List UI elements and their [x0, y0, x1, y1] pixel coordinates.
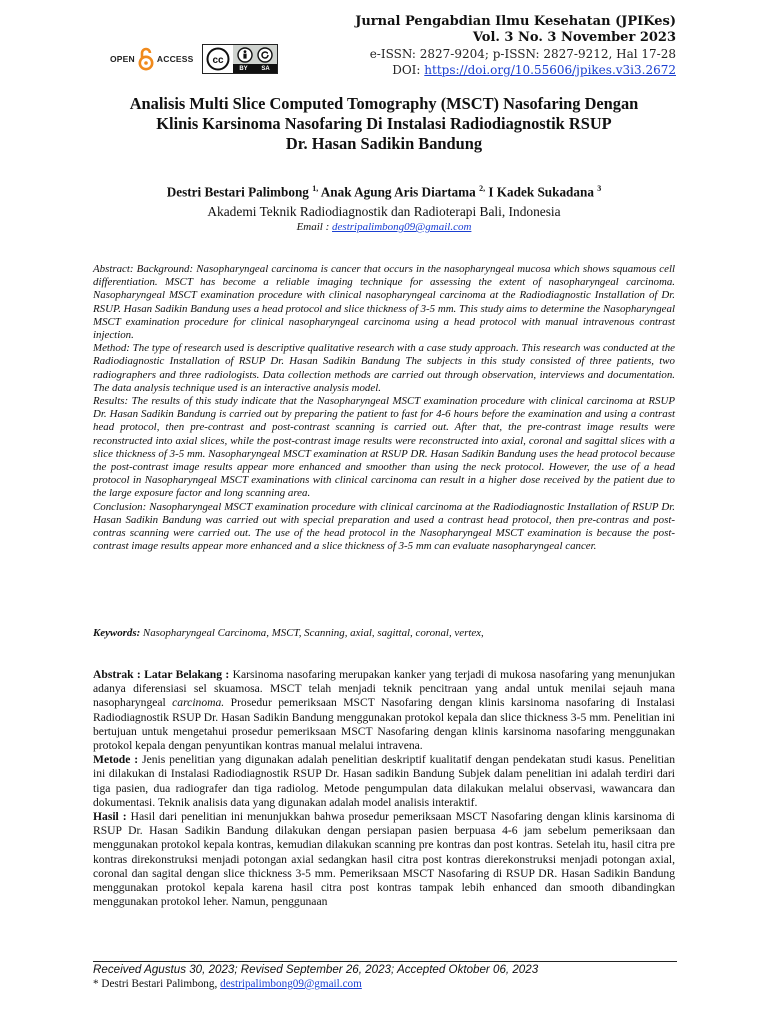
abstrak-italic: carcinoma.	[172, 696, 225, 710]
cc-by-sa-badge	[202, 44, 278, 74]
abstrak-paragraph	[93, 810, 675, 909]
author-name: Anak Agung Aris Diartama	[320, 184, 476, 200]
cc-by-label: BY	[239, 65, 248, 72]
page-header	[92, 14, 676, 84]
journal-volume: Vol. 3 No. 3 November 2023	[472, 30, 676, 45]
abstract-text: Background: Nasopharyngeal carcinoma is cancer that occurs in the nasopharyngeal mucosa which shows squamous cell differentiation. MSCT has become a reliable imaging technique for assessing the extent of nasopharyngeal carcinoma. Nasopharyngeal MSCT examination procedure with clinical nasopharyngeal carcinoma at the Radiodiagnostic Installation of Dr. RSUP. Hasan Sadikin Bandung uses a head protocol and slice thickness of 3-5 mm. This study aims to determine the Nasopharyngeal MSCT examination procedure for clinical nasopharyngeal carcinoma using a head protocol with manual intravenous contrast injection.	[93, 263, 675, 342]
open-access-logo	[110, 47, 194, 71]
abstract-paragraph	[93, 263, 675, 342]
open-access-right-text: ACCESS	[156, 54, 194, 64]
journal-info	[355, 14, 676, 78]
journal-name: Jurnal Pengabdian Ilmu Kesehatan (JPIKes)	[355, 14, 676, 29]
corresponding-author	[93, 978, 677, 990]
received-dates: Received Agustus 30, 2023; Revised September 26, 2023; Accepted Oktober 06, 2023	[93, 963, 539, 976]
by-person-icon	[237, 47, 253, 63]
abstrak-paragraph	[93, 668, 675, 753]
abstrak-label: Abstrak : Latar Belakang :	[93, 668, 230, 681]
author-name: Destri Bestari Palimbong	[166, 184, 309, 200]
journal-doi	[355, 62, 676, 78]
keywords	[93, 627, 675, 640]
email-link[interactable]: destripalimbong09@gmail.com	[332, 221, 472, 233]
author-sup: 1,	[312, 184, 319, 193]
hasil-label: Hasil :	[93, 810, 127, 824]
title-line: Dr. Hasan Sadikin Bandung	[285, 134, 483, 153]
footer-divider	[93, 961, 677, 962]
keywords-text: Nasopharyngeal Carcinoma, MSCT, Scanning, axial, sagittal, coronal, vertex,	[140, 627, 484, 639]
abstract-paragraph: Method: The type of research used is descriptive qualitative research with a case study approach. This research was conducted at the Radiodiagnostic Installation of RSUP Dr. Hasan Sadikin Bandung The subjects in this study consisted of three patients, two radiographers and three radiologists. Data collection methods are carried out through observation, interviews and documentation. The data analysis technique used is an interactive analysis model.	[93, 342, 675, 394]
abstract-paragraph: Conclusion: Nasopharyngeal MSCT examination procedure with clinical carcinoma at the Radiodiagnostic Installation of RSUP Dr. Hasan Sadikin Bandung was carried out with special preparation and used a contrast head protocol, then pre-contras and post-contras scanning were carried out. The use of the head protocol in the Nasopharyngeal MSCT examination is because the post-contrast image results appear more enhanced and a slice thickness of 3-5 mm can evaluate nasopharyngeal cancer.	[93, 500, 675, 553]
abstrak-text: Jenis penelitian yang digunakan adalah penelitian deskriptif kualitatif dengan pendekatan studi kasus. Penelitian ini dilakukan di Instalasi Radiodiagnostik RSUP Dr. Hasan sadikin Bandung Subjek dalam penelitian ini adalah terdiri dari tiga pasien, dua radiografer dan tiga radiolog. Metode pengumpulan data dilakukan melalui observasi, wawancara dan dokumentasi. Teknik analisis data yang digunakan adalah model analisis interaktif.	[93, 753, 675, 809]
abstrak-paragraph	[93, 753, 675, 810]
author-name: I Kadek Sukadana	[488, 184, 594, 200]
title-line: Klinis Karsinoma Nasofaring Di Instalasi Radiodiagnostik RSUP	[156, 114, 612, 133]
author-list	[80, 184, 688, 200]
title-line: Analisis Multi Slice Computed Tomography (MSCT) Nasofaring Dengan	[129, 94, 639, 113]
open-access-left-text: OPEN	[110, 54, 135, 64]
journal-issn: e-ISSN: 2827-9204; p-ISSN: 2827-9212, Hal 17-28	[369, 47, 676, 61]
abstract-english	[93, 263, 675, 553]
doi-label: DOI:	[392, 63, 425, 77]
abstract-paragraph: Results: The results of this study indicate that the Nasopharyngeal MSCT examination procedure with clinical carcinoma at RSUP Dr. Hasan Sadikin Bandung is carried out by preparing the patient to fast for 4-6 hours before the examination and using a contrast head protocol, then pre-contrast and post-contrast scanning is carried out. After that, the pre-contrast image results were reconstructed into axial slices, while the post-contrast image results were reconstructed into axial, coronal and sagittal slices with a slice thickness of 3-5 mm. Nasopharyngeal MSCT examination at RSUP DR. Hasan Sadikin Bandung uses the head protocol because the post-contrast image results appear more enhanced and smoother than using the neck protocol. However, the use of a head protocol in Nasopharyngeal MSCT examinations with clinical carcinoma can result in a higher dose received by the patient due to the large exposure factor and long scanning area.	[93, 395, 675, 500]
abstract-label: Abstract:	[93, 263, 134, 275]
cc-sa-label: SA	[261, 65, 270, 72]
keywords-label: Keywords:	[93, 627, 141, 639]
email-label: Email :	[296, 221, 333, 233]
author-sup: 3	[597, 184, 602, 193]
metode-label: Metode :	[93, 753, 139, 767]
share-alike-icon	[257, 47, 273, 63]
abstract-indonesian	[93, 668, 675, 909]
corr-email-link[interactable]: destripalimbong09@gmail.com	[220, 978, 362, 990]
author-email	[80, 221, 688, 233]
svg-text:cc: cc	[211, 55, 224, 66]
abstrak-text: Karsinoma nasofaring merupakan kanker yang terjadi di mukosa nasofaring yang menunjukan adanya diferensiasi sel skuamosa. MSCT telah menjadi teknik pencitraan yang andal untuk menilai sejauh mana nasopharyngeal	[93, 668, 675, 710]
cc-icon	[203, 45, 233, 73]
abstrak-text: Hasil dari penelitian ini menunjukkan bahwa prosedur pemeriksaan MSCT Nasofaring dengan klinis karsinoma di RSUP Dr. Hasan Sadikin Bandung dilakukan dengan persiapan pasien berpuasa 4-6 jam sebelum pemeriksaan dan menggunakan protokol kepala kontras, kemudian dilakukan scanning pre kontras dan post kontras. Setelah itu, hasil citra pre kontras direkonstruksi menjadi potongan axial sedangkan hasil citra post kontras dierekonstruksi menjadi potongan axial, coronal dan sagital dengan slice thickness 3-5 mm. Pemeriksaan MSCT Nasofaring di RSUP DR. Hasan Sadikin Bandung menggunakan protokol kepala karena hasil citra post kontras tampak lebih enhanced dan smooth dibandingkan menggunakan protokol leher. Namun, penggunaan	[93, 810, 676, 909]
corr-prefix: * Destri Bestari Palimbong,	[93, 978, 221, 990]
doi-link[interactable]: https://doi.org/10.55606/jpikes.v3i3.2672	[424, 63, 676, 77]
paper-title	[90, 94, 678, 154]
open-lock-icon	[138, 47, 154, 71]
author-sup: 2,	[479, 184, 486, 193]
abstrak-text: Prosedur pemeriksaan MSCT Nasofaring dengan klinis karsinoma nasofaring di Instalasi Radiodiagnostik RSUP Dr. Hasan Sadikin Bandung menggunakan protokol kepala dan slice thickness 3-5 mm. Penelitian ini bertujuan untuk mengetahui prosedur pemeriksaan MSCT Nasofaring dengan klinis karsinoma nasofaring menggunakan protokol kepala dengan penyuntikan kontras manual melalui intravena.	[93, 696, 675, 753]
affiliation: Akademi Teknik Radiodiagnostik dan Radioterapi Bali, Indonesia	[207, 204, 561, 219]
license-logos	[110, 42, 278, 76]
